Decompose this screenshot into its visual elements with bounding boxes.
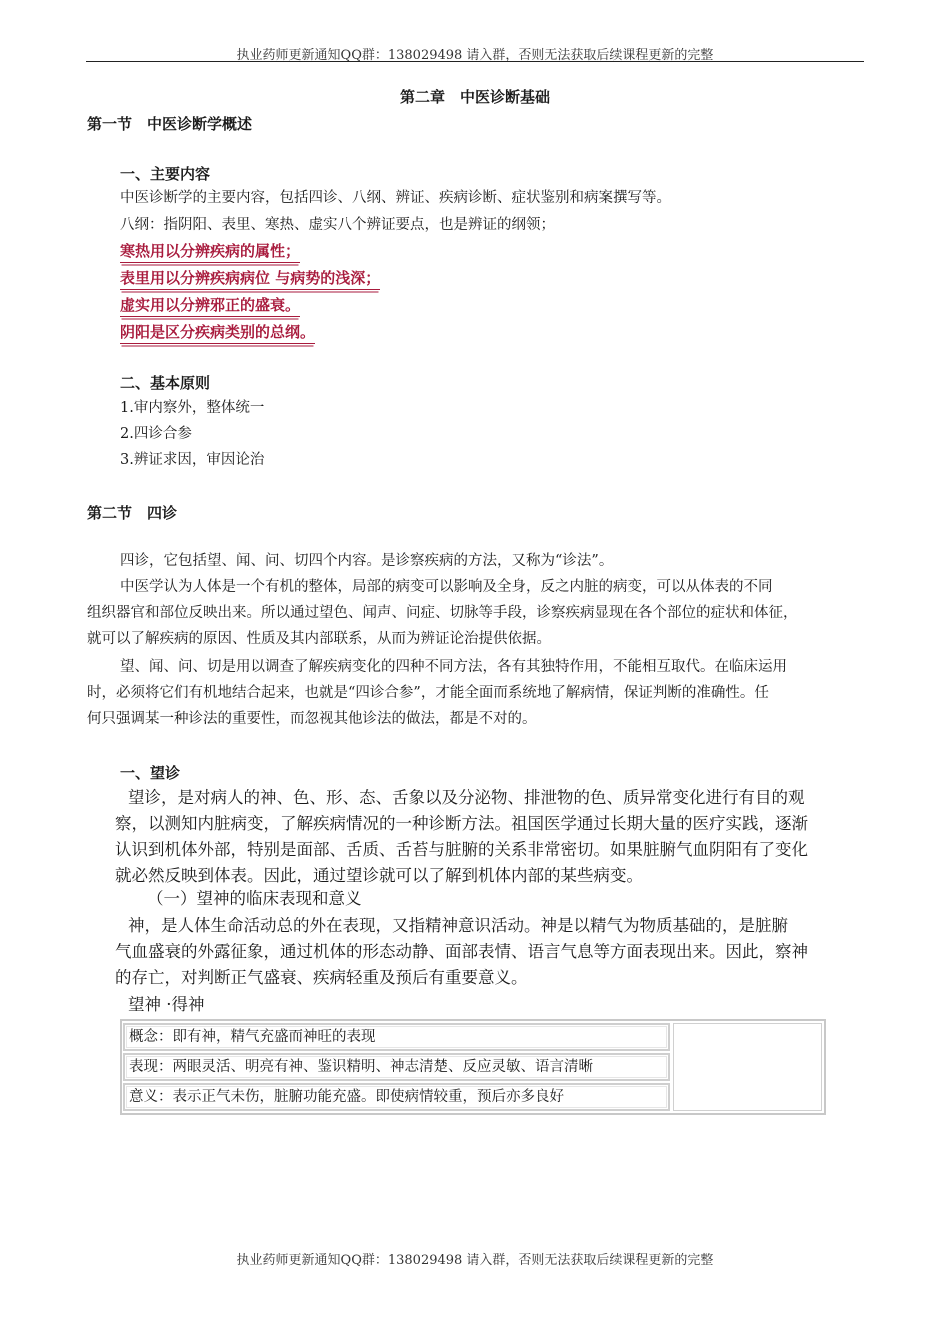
principle-item: 1.审内察外，整体统一: [120, 400, 265, 416]
section2-p3-line1: 望、闻、问、切是用以调查了解疾病变化的四种不同方法，各有其独特作用，不能相互取代。在临床运用: [120, 659, 787, 675]
table-cell-text: 表现：两眼灵活、明亮有神、鉴识精明、神志清楚、反应灵敏、语言清晰: [129, 1059, 593, 1075]
table-cell-text: 意义：表示正气未伤，脏腑功能充盛。即使病情较重，预后亦多良好: [129, 1089, 564, 1105]
table-row-concept: [123, 1023, 670, 1051]
highlight-line-4: 阴阳是区分疾病类别的总纲。: [120, 321, 315, 344]
section1-sub1-heading: 一、主要内容: [120, 165, 211, 183]
wangshen-p2-line1: 神，是人体生命活动总的外在表现，又指精神意识活动。神是以精气为物质基础的，是脏腑: [128, 916, 788, 935]
table-row-significance: [123, 1083, 670, 1111]
section2-p1: 四诊，它包括望、闻、问、切四个内容。是诊察疾病的方法，又称为“诊法”。: [120, 553, 614, 569]
section2-p3-line2: 时，必须将它们有机地结合起来，也就是“四诊合参”，才能全面而系统地了解病情，保证判断的准确性。任: [87, 685, 769, 701]
highlight-line-1: 寒热用以分辨疾病的属性；: [120, 240, 300, 263]
wangzhen-p1-line3: 认识到机体外部，特别是面部、舌质、舌苔与脏腑的关系非常密切。如果脏腑气血阴阳有了变化: [115, 840, 808, 859]
wangshen-p2-line2: 气血盛衰的外露征象，通过机体的形态动静、面部表情、语言气息等方面表现出来。因此，察神: [115, 942, 808, 961]
section1-title: 第一节 中医诊断学概述: [87, 115, 253, 133]
wangzhen-p1-line1: 望诊，是对病人的神、色、形、态、舌象以及分泌物、排泄物的色、质异常变化进行有目的观: [128, 788, 805, 807]
page-footer: 执业药师更新通知QQ群：138029498 请入群，否则无法获取后续课程更新的完整: [236, 1253, 714, 1268]
table-title: 望神 ·得神: [128, 995, 205, 1014]
deshen-table-empty-column: [673, 1023, 822, 1111]
page-header: 执业药师更新通知QQ群：138029498 请入群，否则无法获取后续课程更新的完整: [236, 48, 714, 63]
wangzhen-p1-line2: 察，以测知内脏病变，了解疾病情况的一种诊断方法。祖国医学通过长期大量的医疗实践，逐渐: [115, 814, 808, 833]
principle-item: 2.四诊合参: [120, 426, 192, 442]
section1-sub1-p2: 八纲：指阴阳、表里、寒热、虚实八个辨证要点，也是辨证的纲领；: [120, 217, 555, 233]
section2-p2-line3: 就可以了解疾病的原因、性质及其内部联系，从而为辨证论治提供依据。: [87, 631, 551, 647]
principle-item: 3.辨证求因，审因论治: [120, 452, 265, 468]
wangzhen-heading: 一、望诊: [120, 764, 181, 782]
section2-p3-line3: 何只强调某一种诊法的重要性，而忽视其他诊法的做法，都是不对的。: [87, 711, 537, 727]
section1-sub2-heading: 二、基本原则: [120, 374, 211, 392]
section2-title: 第二节 四诊: [87, 504, 178, 522]
wangzhen-p1-line4: 就必然反映到体表。因此，通过望诊就可以了解到机体内部的某些病变。: [115, 866, 643, 885]
section1-sub1-p1: 中医诊断学的主要内容，包括四诊、八纲、辨证、疾病诊断、症状鉴别和病案撰写等。: [120, 190, 671, 206]
highlight-line-3: 虚实用以分辨邪正的盛衰。: [120, 294, 300, 317]
section2-p2-line2: 组织器官和部位反映出来。所以通过望色、闻声、问症、切脉等手段，诊察疾病显现在各个部位的症状和体征，: [87, 605, 798, 621]
wangshen-p2-line3: 的存亡，对判断正气盛衰、疾病轻重及预后有重要意义。: [115, 968, 528, 987]
highlight-line-2: 表里用以分辨疾病病位 与病势的浅深；: [120, 267, 380, 290]
chapter-title: 第二章 中医诊断基础: [399, 88, 550, 106]
wangshen-subheading: （一）望神的临床表现和意义: [147, 889, 362, 908]
section2-p2-line1: 中医学认为人体是一个有机的整体，局部的病变可以影响及全身，反之内脏的病变，可以从体表的不同: [120, 579, 773, 595]
header-rule: [86, 61, 864, 62]
table-cell-text: 概念：即有神，精气充盛而神旺的表现: [129, 1029, 376, 1045]
table-row-manifestation: [123, 1053, 670, 1081]
